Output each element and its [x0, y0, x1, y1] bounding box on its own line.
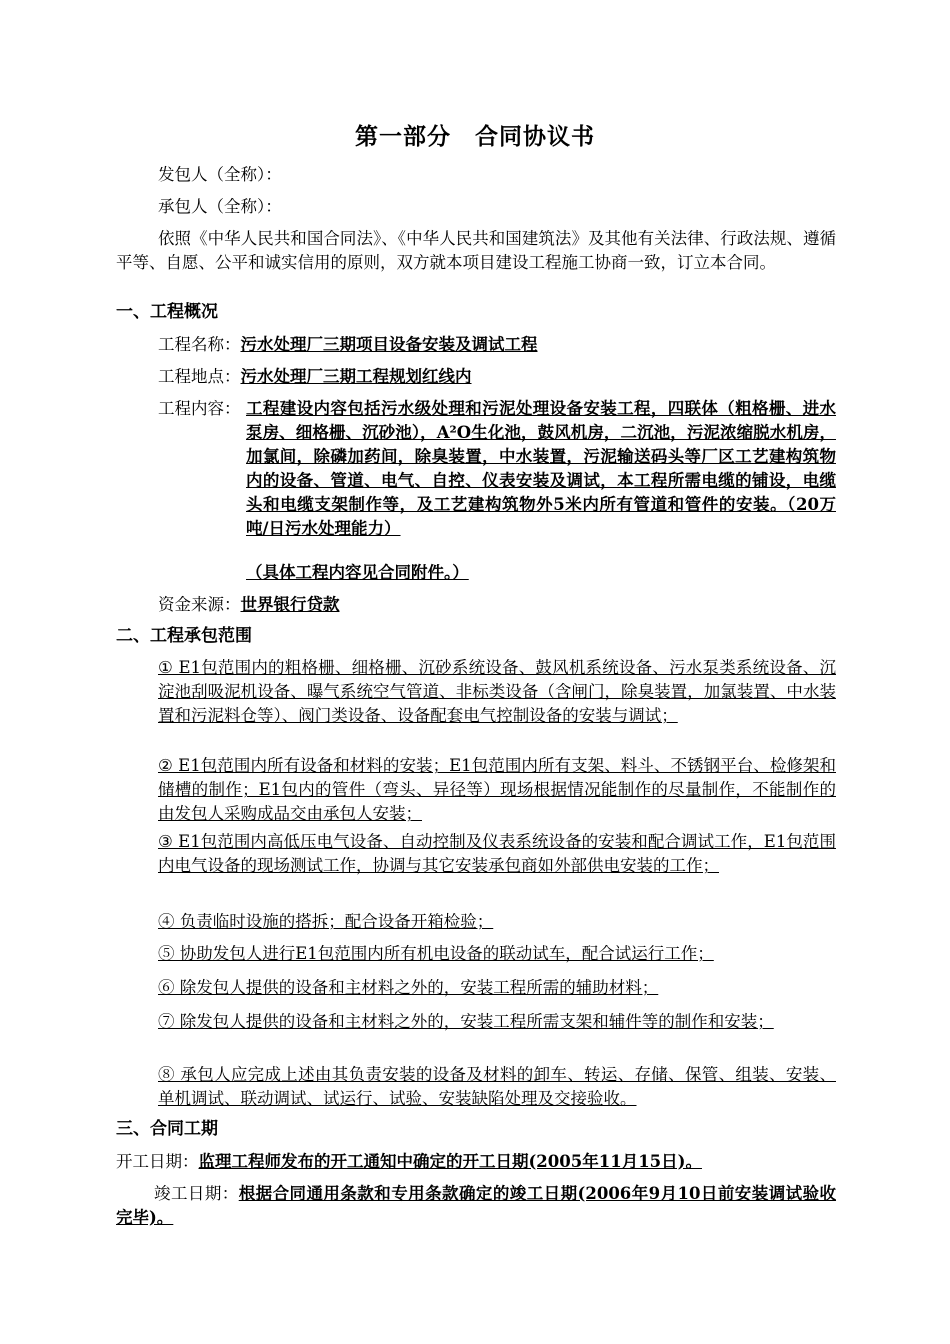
project-content-value: 工程建设内容包括污水级处理和污泥处理设备安装工程，四联体（粗格栅、进水泵房、细格栅、沉砂池），A²O生化池，鼓风机房，二沉池，污泥浓缩脱水机房，加氯间，除磷加药间，除臭装置，中水装置，污泥输送码头等厂区工艺建构筑物内的设备、管道、电气、自控、仪表安装及调试，本工程所需电缆的铺设，电缆头和电缆支架制作等，及工艺建构筑物外5米内所有管道和管件的安装。（20万吨/日污水处理能力）: [246, 399, 836, 538]
scope-item-6: ⑥ 除发包人提供的设备和主材料之外的，安装工程所需的辅助材料；: [158, 978, 659, 997]
section2-heading: 二、工程承包范围: [116, 626, 252, 646]
scope-item-8: ⑧ 承包人应完成上述由其负责安装的设备及材料的卸车、转运、存储、保管、组装、安装、单机调试、联动调试、试运行、试验、安装缺陷处理及交接验收。: [158, 1065, 836, 1108]
start-date-row: [116, 1150, 702, 1174]
end-date-value: 根据合同通用条款和专用条款确定的竣工日期(2006年9月10日前安装调试验收完毕)。: [116, 1184, 837, 1227]
scope-item-7: ⑦ 除发包人提供的设备和主材料之外的，安装工程所需支架和辅件等的制作和安装；: [158, 1012, 774, 1031]
project-location-row: [158, 365, 472, 389]
project-name-row: [158, 333, 538, 357]
start-date-value: 监理工程师发布的开工通知中确定的开工日期(2005年11月15日)。: [198, 1152, 702, 1171]
scope-item-4: ④ 负责临时设施的搭拆；配合设备开箱检验；: [158, 912, 494, 931]
scope-item-2: ② E1包范围内所有设备和材料的安装；E1包范围内所有支架、料斗、不锈钢平台、检修架和储槽的制作；E1包内的管件（弯头、异径等）现场根据情况能制作的尽量制作，不能制作的由发包人采购成品交由承包人安装；: [158, 756, 836, 823]
project-location-value: 污水处理厂三期工程规划红线内: [240, 367, 472, 386]
employer-label: 发包人（全称）：: [158, 165, 282, 184]
contractor-label: 承包人（全称）：: [158, 197, 282, 216]
start-date-label: 开工日期：: [116, 1152, 199, 1171]
intro-paragraph: 依照《中华人民共和国合同法》、《中华人民共和国建筑法》及其他有关法律、行政法规、遵循平等、自愿、公平和诚实信用的原则，双方就本项目建设工程施工协商一致，订立本合同。: [116, 229, 836, 272]
page-title: 第一部分 合同协议书: [355, 124, 595, 150]
project-name-value: 污水处理厂三期项目设备安装及调试工程: [240, 335, 538, 354]
funding-label: 资金来源：: [158, 595, 241, 614]
project-content-note: （具体工程内容见合同附件。）: [246, 563, 469, 582]
scope-item-1: ① E1包范围内的粗格栅、细格栅、沉砂系统设备、鼓风机系统设备、污水泵类系统设备、沉淀池刮吸泥机设备、曝气系统空气管道、非标类设备（含闸门，除臭装置，加氯装置、中水装置和污泥料仓等）、阀门类设备、设备配套电气控制设备的安装与调试；: [158, 658, 836, 725]
end-date-label: 竣工日期：: [154, 1184, 239, 1203]
scope-item-5: ⑤ 协助发包人进行E1包范围内所有机电设备的联动试车，配合试运行工作；: [158, 944, 714, 963]
scope-item-3: ③ E1包范围内高低压电气设备、自动控制及仪表系统设备的安装和配合调试工作，E1包范围内电气设备的现场测试工作，协调与其它安装承包商如外部供电安装的工作；: [158, 832, 836, 875]
funding-value: 世界银行贷款: [240, 595, 340, 614]
section1-heading: 一、工程概况: [116, 302, 218, 322]
section3-heading: 三、合同工期: [116, 1119, 218, 1139]
project-location-label: 工程地点：: [158, 367, 241, 386]
funding-row: [158, 593, 340, 617]
project-content-label: 工程内容：: [158, 399, 241, 418]
end-date-row: [116, 1182, 836, 1230]
project-name-label: 工程名称：: [158, 335, 241, 354]
